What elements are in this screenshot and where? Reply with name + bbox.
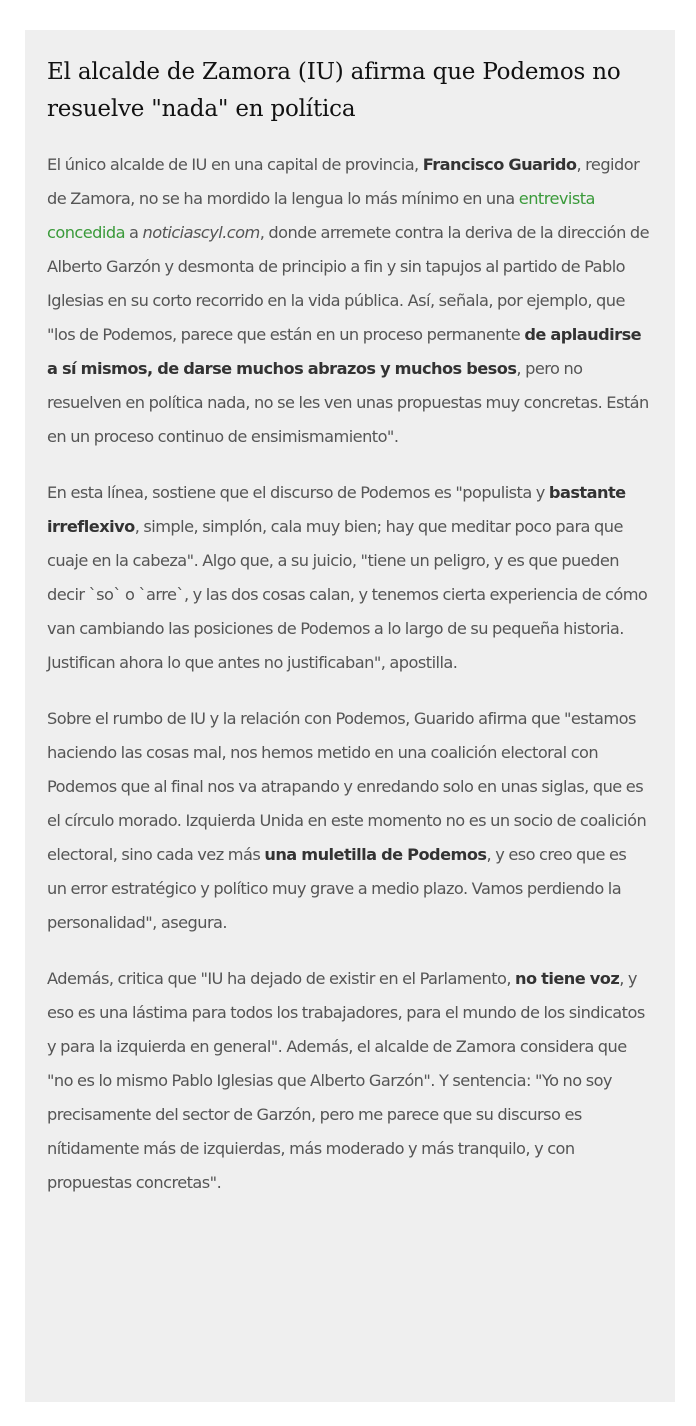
interview-link[interactable]: entrevista concedida: [47, 189, 595, 242]
article-paragraph-3: [47, 702, 649, 940]
text-segment: , y eso creo que es un error estratégico y político muy grave a medio plazo. Vamos perdiendo la personalidad", asegura.: [47, 845, 627, 932]
text-segment: En esta línea, sostiene que el discurso de Podemos es "populista y: [47, 483, 549, 502]
article-paragraph-4: [47, 962, 649, 1200]
text-segment: a: [124, 223, 143, 242]
bold-text: Francisco Guarido: [422, 155, 577, 174]
bold-text: no tiene voz: [515, 969, 620, 988]
bold-text: de aplaudirse a sí mismos, de darse muchos abrazos y muchos besos: [47, 325, 642, 378]
source-italic: noticiascyl.com: [142, 223, 260, 242]
text-segment: , simple, simplón, cala muy bien; hay que meditar poco para que cuaje en la cabeza". Algo que, a su juicio, "tiene un peligro, y es que pueden decir `so` o `arre`, y las dos cosas calan, y tenemos cierta experiencia de cómo van cambiando las posiciones de Podemos a lo largo de su pequeña historia. Justifican ahora lo que antes no justificaban", apostilla.: [47, 517, 648, 672]
article-card: [25, 30, 675, 1402]
text-segment: El único alcalde de IU en una capital de provincia,: [47, 155, 423, 174]
text-segment: , donde arremete contra la deriva de la dirección de Alberto Garzón y desmonta de principio a fin y sin tapujos al partido de Pablo Iglesias en su corto recorrido en la vida pública. Así, señala, por ejemplo, que "los de Podemos, parece que están en un proceso permanente: [47, 223, 650, 344]
text-segment: , pero no resuelven en política nada, no se les ven unas propuestas muy concretas. Están en un proceso continuo de ensimismamiento".: [47, 359, 649, 446]
bold-text: bastante irreflexivo: [47, 483, 626, 536]
text-segment: , regidor de Zamora, no se ha mordido la lengua lo más mínimo en una: [47, 155, 640, 208]
bold-text: una muletilla de Podemos: [264, 845, 487, 864]
article-paragraph-2: [47, 476, 649, 680]
article-title: El alcalde de Zamora (IU) afirma que Podemos no resuelve "nada" en política: [47, 59, 621, 122]
text-segment: Además, critica que "IU ha dejado de existir en el Parlamento,: [47, 969, 516, 988]
article-paragraph-1: [47, 148, 649, 454]
text-segment: Sobre el rumbo de IU y la relación con Podemos, Guarido afirma que "estamos haciendo las cosas mal, nos hemos metido en una coalición electoral con Podemos que al final nos va atrapando y enredando solo en unas siglas, que es el círculo morado. Izquierda Unida en este momento no es un socio de coalición electoral, sino cada vez más: [47, 709, 647, 864]
text-segment: , y eso es una lástima para todos los trabajadores, para el mundo de los sindicatos y para la izquierda en general". Además, el alcalde de Zamora considera que "no es lo mismo Pablo Iglesias que Alberto Garzón". Y sentencia: "Yo no soy precisamente del sector de Garzón, pero me parece que su discurso es nítidamente más de izquierdas, más moderado y más tranquilo, y con propuestas concretas".: [47, 969, 645, 1192]
